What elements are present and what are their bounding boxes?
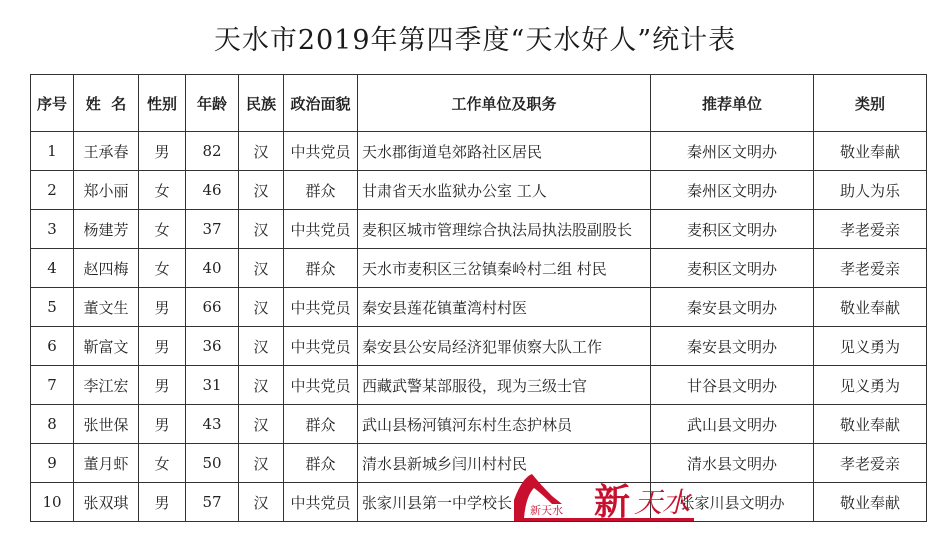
political-status-cell: 群众 — [284, 171, 358, 210]
row-number-cell: 2 — [31, 171, 74, 210]
name-cell: 靳富文 — [74, 327, 139, 366]
political-status-cell: 中共党员 — [284, 483, 358, 522]
row-number-cell: 10 — [31, 483, 74, 522]
row-number-cell: 4 — [31, 249, 74, 288]
age-cell: 50 — [186, 444, 239, 483]
recommending-unit-cell: 张家川县文明办 — [651, 483, 814, 522]
political-status-cell: 群众 — [284, 249, 358, 288]
row-number-cell: 3 — [31, 210, 74, 249]
gender-cell: 女 — [139, 249, 186, 288]
column-header: 姓 名 — [74, 75, 139, 132]
name-cell: 董月虾 — [74, 444, 139, 483]
recommending-unit-cell: 麦积区文明办 — [651, 249, 814, 288]
political-status-cell: 中共党员 — [284, 288, 358, 327]
political-status-cell: 中共党员 — [284, 366, 358, 405]
ethnicity-cell: 汉 — [239, 132, 284, 171]
gender-cell: 男 — [139, 366, 186, 405]
category-cell: 孝老爱亲 — [814, 210, 927, 249]
row-number-cell: 6 — [31, 327, 74, 366]
recommending-unit-cell: 甘谷县文明办 — [651, 366, 814, 405]
recommending-unit-cell: 秦州区文明办 — [651, 132, 814, 171]
age-cell: 40 — [186, 249, 239, 288]
category-cell: 敬业奉献 — [814, 132, 927, 171]
gender-cell: 女 — [139, 210, 186, 249]
table-header-row — [31, 75, 927, 132]
table-row — [31, 210, 927, 249]
column-header: 推荐单位 — [651, 75, 814, 132]
ethnicity-cell: 汉 — [239, 444, 284, 483]
age-cell: 82 — [186, 132, 239, 171]
political-status-cell: 群众 — [284, 405, 358, 444]
ethnicity-cell: 汉 — [239, 366, 284, 405]
age-cell: 37 — [186, 210, 239, 249]
column-header: 民族 — [239, 75, 284, 132]
political-status-cell: 中共党员 — [284, 327, 358, 366]
work-unit-position-cell: 张家川县第一中学校长 — [358, 483, 651, 522]
gender-cell: 男 — [139, 483, 186, 522]
name-cell: 张双琪 — [74, 483, 139, 522]
row-number-cell: 7 — [31, 366, 74, 405]
category-cell: 孝老爱亲 — [814, 249, 927, 288]
gender-cell: 男 — [139, 405, 186, 444]
name-cell: 杨建芳 — [74, 210, 139, 249]
work-unit-position-cell: 天水市麦积区三岔镇秦岭村二组 村民 — [358, 249, 651, 288]
category-cell: 见义勇为 — [814, 327, 927, 366]
honorees-table — [30, 74, 927, 522]
name-cell: 王承春 — [74, 132, 139, 171]
category-cell: 敬业奉献 — [814, 483, 927, 522]
ethnicity-cell: 汉 — [239, 210, 284, 249]
row-number-cell: 9 — [31, 444, 74, 483]
recommending-unit-cell: 秦安县文明办 — [651, 288, 814, 327]
ethnicity-cell: 汉 — [239, 405, 284, 444]
svg-text:新天水: 新天水 — [530, 504, 563, 517]
svg-text:新: 新 — [594, 482, 631, 523]
column-header: 类别 — [814, 75, 927, 132]
recommending-unit-cell: 麦积区文明办 — [651, 210, 814, 249]
table-row — [31, 288, 927, 327]
age-cell: 36 — [186, 327, 239, 366]
ethnicity-cell: 汉 — [239, 483, 284, 522]
table-row — [31, 249, 927, 288]
gender-cell: 女 — [139, 171, 186, 210]
age-cell: 46 — [186, 171, 239, 210]
table-row — [31, 405, 927, 444]
row-number-cell: 5 — [31, 288, 74, 327]
political-status-cell: 中共党员 — [284, 132, 358, 171]
political-status-cell: 群众 — [284, 444, 358, 483]
row-number-cell: 8 — [31, 405, 74, 444]
work-unit-position-cell: 天水郡街道皂郊路社区居民 — [358, 132, 651, 171]
work-unit-position-cell: 秦安县莲花镇董湾村村医 — [358, 288, 651, 327]
gender-cell: 女 — [139, 444, 186, 483]
category-cell: 敬业奉献 — [814, 288, 927, 327]
recommending-unit-cell: 清水县文明办 — [651, 444, 814, 483]
xintianshui-logo — [512, 470, 696, 524]
work-unit-position-cell: 秦安县公安局经济犯罪侦察大队工作 — [358, 327, 651, 366]
row-number-cell: 1 — [31, 132, 74, 171]
page-title: 天水市2019年第四季度“天水好人”统计表 — [213, 25, 737, 56]
name-cell: 张世保 — [74, 405, 139, 444]
gender-cell: 男 — [139, 327, 186, 366]
table-row — [31, 327, 927, 366]
ethnicity-cell: 汉 — [239, 327, 284, 366]
table-row — [31, 132, 927, 171]
work-unit-position-cell: 西藏武警某部服役，现为三级士官 — [358, 366, 651, 405]
name-cell: 赵四梅 — [74, 249, 139, 288]
column-header: 性别 — [139, 75, 186, 132]
category-cell: 助人为乐 — [814, 171, 927, 210]
work-unit-position-cell: 甘肃省天水监狱办公室 工人 — [358, 171, 651, 210]
work-unit-position-cell: 麦积区城市管理综合执法局执法股副股长 — [358, 210, 651, 249]
ethnicity-cell: 汉 — [239, 288, 284, 327]
ethnicity-cell: 汉 — [239, 249, 284, 288]
gender-cell: 男 — [139, 132, 186, 171]
column-header: 工作单位及职务 — [358, 75, 651, 132]
table-row — [31, 444, 927, 483]
category-cell: 见义勇为 — [814, 366, 927, 405]
table-row — [31, 366, 927, 405]
name-cell: 李江宏 — [74, 366, 139, 405]
name-cell: 郑小丽 — [74, 171, 139, 210]
column-header: 序号 — [31, 75, 74, 132]
column-header: 年龄 — [186, 75, 239, 132]
age-cell: 31 — [186, 366, 239, 405]
category-cell: 孝老爱亲 — [814, 444, 927, 483]
recommending-unit-cell: 秦州区文明办 — [651, 171, 814, 210]
age-cell: 66 — [186, 288, 239, 327]
work-unit-position-cell: 清水县新城乡闫川村村民 — [358, 444, 651, 483]
work-unit-position-cell: 武山县杨河镇河东村生态护林员 — [358, 405, 651, 444]
svg-text:天水: 天水 — [634, 486, 691, 519]
column-header: 政治面貌 — [284, 75, 358, 132]
recommending-unit-cell: 武山县文明办 — [651, 405, 814, 444]
table-row — [31, 483, 927, 522]
political-status-cell: 中共党员 — [284, 210, 358, 249]
category-cell: 敬业奉献 — [814, 405, 927, 444]
table-row — [31, 171, 927, 210]
recommending-unit-cell: 秦安县文明办 — [651, 327, 814, 366]
gender-cell: 男 — [139, 288, 186, 327]
age-cell: 43 — [186, 405, 239, 444]
name-cell: 董文生 — [74, 288, 139, 327]
ethnicity-cell: 汉 — [239, 171, 284, 210]
age-cell: 57 — [186, 483, 239, 522]
